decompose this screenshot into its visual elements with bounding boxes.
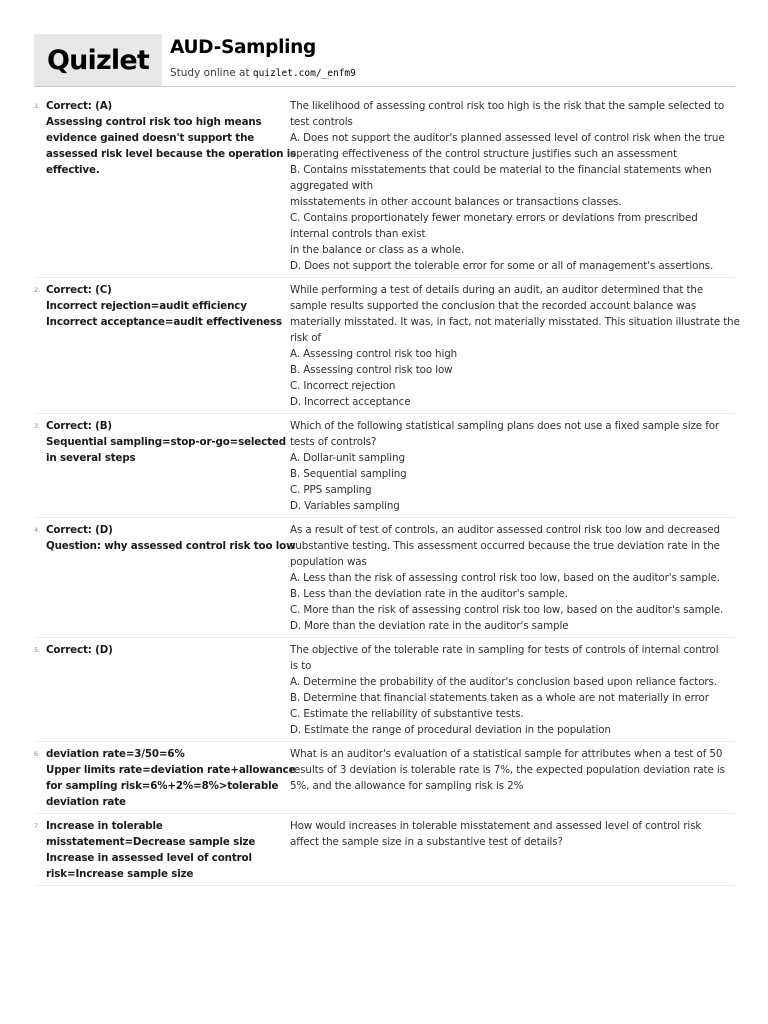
definition-line: C. PPS sampling	[290, 484, 372, 496]
definition-line: A. Does not support the auditor's planned assessed level of control risk when the true	[290, 132, 725, 144]
definition-line: misstatements in other account balances or transactions classes.	[290, 196, 622, 208]
flashcard-row	[34, 414, 735, 518]
definition-line: materially misstated. It was, in fact, not materially misstated. This situation illustrate the	[290, 316, 740, 328]
definition-line: D. Does not support the tolerable error for some or all of management's assertions.	[290, 260, 714, 272]
term-line: deviation rate=3/50=6%	[46, 748, 185, 760]
definition-line: aggregated with	[290, 180, 374, 192]
card-term	[46, 282, 290, 410]
card-definition	[290, 746, 730, 810]
definition-line: D. More than the deviation rate in the auditor's sample	[290, 620, 569, 632]
term-line: Correct: (A)	[46, 100, 113, 112]
card-term	[46, 98, 297, 274]
flashcard-row	[34, 278, 740, 414]
term-line: Correct: (C)	[46, 284, 112, 296]
term-line: Correct: (D)	[46, 524, 113, 536]
definition-line: The likelihood of assessing control risk too high is the risk that the sample selected to	[290, 100, 725, 112]
term-line: evidence gained doesn't support the	[46, 132, 255, 144]
header-divider	[34, 86, 735, 87]
card-term	[46, 818, 290, 882]
document-header	[34, 34, 736, 86]
definition-line: operating effectiveness of the control structure justifies such an assessment	[290, 148, 677, 160]
card-number: 5.	[34, 646, 41, 654]
card-definition	[290, 98, 730, 274]
quizlet-logo[interactable]	[34, 34, 162, 86]
card-term	[46, 418, 290, 514]
definition-line: How would increases in tolerable misstatement and assessed level of control risk	[290, 820, 702, 832]
definition-line: B. Contains misstatements that could be material to the financial statements when	[290, 164, 712, 176]
card-number: 7.	[34, 822, 41, 830]
definition-line: population was	[290, 556, 367, 568]
card-number: 2.	[34, 286, 41, 294]
flashcard-row	[34, 94, 735, 278]
term-line: Correct: (B)	[46, 420, 112, 432]
definition-line: A. Assessing control risk too high	[290, 348, 458, 360]
flashcard-row	[34, 518, 735, 638]
definition-line: B. Assessing control risk too low	[290, 364, 453, 376]
term-line: Increase in tolerable	[46, 820, 163, 832]
card-term	[46, 642, 290, 738]
card-term	[46, 746, 296, 810]
definition-line: B. Less than the deviation rate in the auditor's sample.	[290, 588, 568, 600]
subtitle-prefix: Study online at	[170, 67, 253, 79]
definition-line: in the balance or class as a whole.	[290, 244, 465, 256]
study-online-line	[170, 67, 356, 79]
definition-line: The objective of the tolerable rate in sampling for tests of controls of internal control	[290, 644, 719, 656]
card-number: 1.	[34, 102, 41, 110]
definition-line: test controls	[290, 116, 353, 128]
definition-line: sample results supported the conclusion that the recorded account balance was	[290, 300, 697, 312]
definition-line: A. Less than the risk of assessing control risk too low, based on the auditor's sample.	[290, 572, 720, 584]
term-line: deviation rate	[46, 796, 126, 808]
term-line: effective.	[46, 164, 100, 176]
definition-line: affect the sample size in a substantive test of details?	[290, 836, 563, 848]
logo-text: Quizlet	[46, 44, 150, 76]
term-line: Question: why assessed control risk too low	[46, 540, 296, 552]
flashcard-row	[34, 742, 735, 814]
flashcard-list	[34, 94, 740, 886]
card-number: 3.	[34, 422, 41, 430]
definition-line: C. Estimate the reliability of substantive tests.	[290, 708, 524, 720]
definition-line: Which of the following statistical sampling plans does not use a fixed sample size for	[290, 420, 720, 432]
definition-line: D. Incorrect acceptance	[290, 396, 411, 408]
definition-line: risk of	[290, 332, 321, 344]
term-line: Correct: (D)	[46, 644, 113, 656]
term-line: Increase in assessed level of control	[46, 852, 252, 864]
definition-line: results of 3 deviation is tolerable rate is 7%, the expected population deviation rate is	[290, 764, 725, 776]
definition-line: A. Determine the probability of the auditor's conclusion based upon reliance factors.	[290, 676, 717, 688]
card-definition	[290, 418, 730, 514]
definition-line: While performing a test of details during an audit, an auditor determined that the	[290, 284, 704, 296]
term-line: for sampling risk=6%+2%=8%>tolerable	[46, 780, 279, 792]
card-definition	[290, 522, 730, 634]
flashcard-row	[34, 638, 735, 742]
term-line: risk=Increase sample size	[46, 868, 194, 880]
term-line: misstatement=Decrease sample size	[46, 836, 256, 848]
card-number: 4.	[34, 526, 41, 534]
definition-line: C. More than the risk of assessing control risk too low, based on the auditor's sample.	[290, 604, 724, 616]
term-line: Incorrect rejection=audit efficiency	[46, 300, 247, 312]
definition-line: What is an auditor's evaluation of a statistical sample for attributes when a test of 50	[290, 748, 723, 760]
card-definition	[290, 282, 740, 410]
term-line: assessed risk level because the operation is	[46, 148, 297, 160]
definition-line: C. Incorrect rejection	[290, 380, 396, 392]
definition-line: A. Dollar-unit sampling	[290, 452, 405, 464]
set-url-link[interactable]: quizlet.com/_enfm9	[252, 68, 356, 79]
term-line: Sequential sampling=stop-or-go=selected	[46, 436, 286, 448]
set-title: AUD-Sampling	[170, 37, 316, 58]
definition-line: substantive testing. This assessment occurred because the true deviation rate in the	[290, 540, 720, 552]
flashcard-row	[34, 814, 735, 886]
card-definition	[290, 642, 730, 738]
definition-line: internal controls than exist	[290, 228, 426, 240]
definition-line: B. Determine that financial statements taken as a whole are not materially in error	[290, 692, 709, 704]
card-term	[46, 522, 296, 634]
definition-line: D. Variables sampling	[290, 500, 400, 512]
definition-line: 5%, and the allowance for sampling risk is 2%	[290, 780, 524, 792]
term-line: in several steps	[46, 452, 136, 464]
definition-line: As a result of test of controls, an auditor assessed control risk too low and decreased	[290, 524, 720, 536]
card-number: 6.	[34, 750, 41, 758]
definition-line: C. Contains proportionately fewer monetary errors or deviations from prescribed	[290, 212, 698, 224]
term-line: Upper limits rate=deviation rate+allowance	[46, 764, 296, 776]
definition-line: D. Estimate the range of procedural deviation in the population	[290, 724, 611, 736]
definition-line: tests of controls?	[290, 436, 377, 448]
definition-line: is to	[290, 660, 312, 672]
term-line: Assessing control risk too high means	[46, 116, 262, 128]
term-line: Incorrect acceptance=audit effectiveness	[46, 316, 282, 328]
card-definition	[290, 818, 730, 882]
definition-line: B. Sequential sampling	[290, 468, 407, 480]
